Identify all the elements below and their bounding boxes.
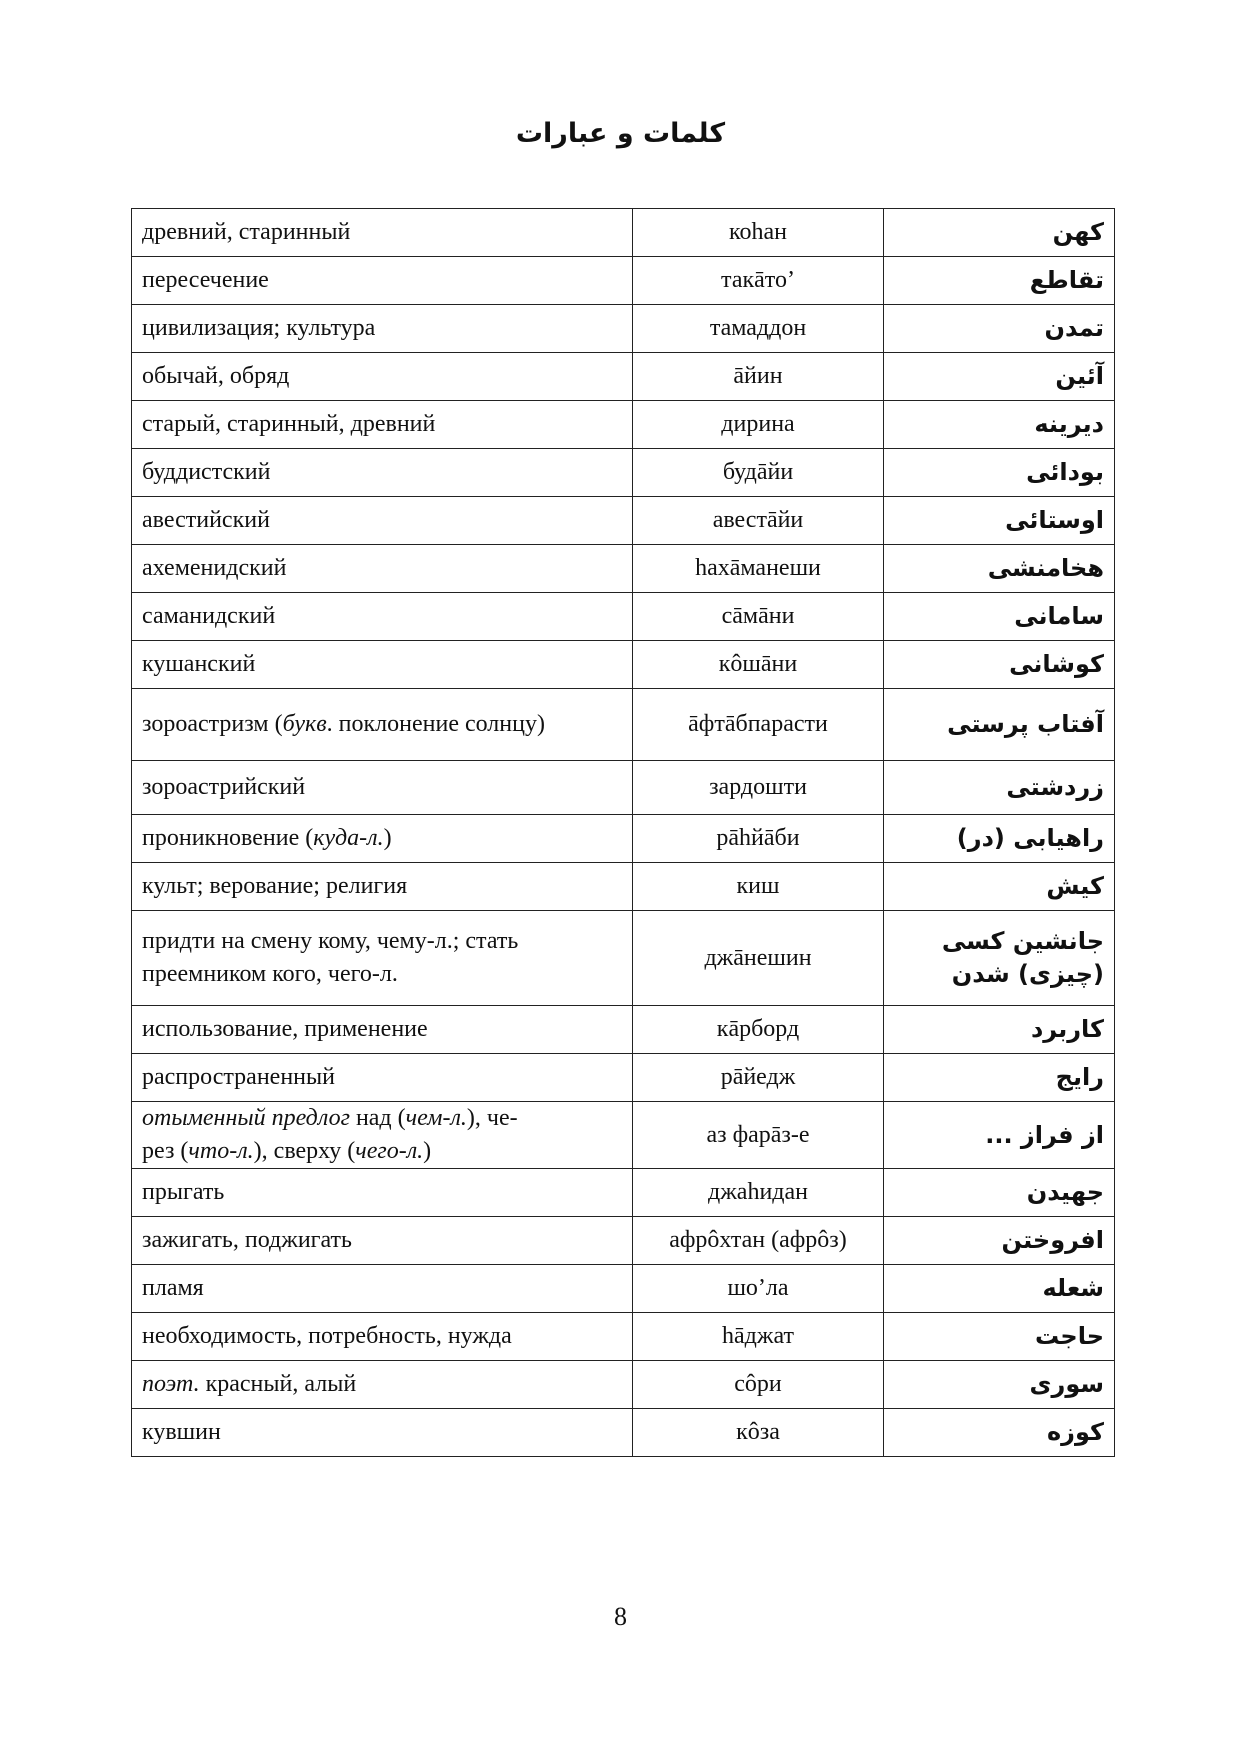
page-title: کلمات و عبارات — [515, 118, 726, 149]
persian-word: کوزه — [884, 1409, 1115, 1457]
vocabulary-table — [131, 208, 1115, 1457]
transcription: кôшāни — [633, 641, 884, 689]
transcription: кāрборд — [633, 1006, 884, 1054]
persian-word: دیرینه — [884, 401, 1115, 449]
abbreviation: чего-л. — [355, 1138, 424, 1164]
russian-meaning: прыгать — [132, 1169, 633, 1217]
russian-meaning: культ; верование; религия — [132, 863, 633, 911]
text-line: преемником кого, чего-л. — [142, 961, 398, 987]
persian-word: سامانی — [884, 593, 1115, 641]
table-row — [132, 1217, 1115, 1265]
table-row — [132, 641, 1115, 689]
table-row — [132, 1265, 1115, 1313]
persian-word: هخامنشی — [884, 545, 1115, 593]
abbreviation: чем-л. — [405, 1105, 467, 1131]
russian-meaning: кувшин — [132, 1409, 633, 1457]
persian-word: بودائی — [884, 449, 1115, 497]
table-row — [132, 1006, 1115, 1054]
text-part: . поклонение солнцу) — [326, 711, 545, 737]
text-part: проникновение ( — [142, 825, 314, 851]
persian-word: از فراز ... — [884, 1102, 1115, 1169]
persian-word: جهیدن — [884, 1169, 1115, 1217]
russian-meaning: древний, старинный — [132, 209, 633, 257]
russian-meaning: старый, старинный, древний — [132, 401, 633, 449]
russian-meaning: ахеменидский — [132, 545, 633, 593]
transcription: дирина — [633, 401, 884, 449]
abbreviation: поэт. — [142, 1371, 200, 1397]
table-row — [132, 815, 1115, 863]
persian-word — [884, 911, 1115, 1006]
persian-word: تمدن — [884, 305, 1115, 353]
persian-word: حاجت — [884, 1313, 1115, 1361]
persian-word: کهن — [884, 209, 1115, 257]
persian-word: تقاطع — [884, 257, 1115, 305]
persian-word: شعله — [884, 1265, 1115, 1313]
russian-meaning: зороастрийский — [132, 761, 633, 815]
table-row — [132, 209, 1115, 257]
text-part: ) — [383, 825, 392, 851]
transcription: такāтоʼ — [633, 257, 884, 305]
persian-word: آفتاب پرستی — [884, 689, 1115, 761]
table-row — [132, 1409, 1115, 1457]
russian-meaning — [132, 689, 633, 761]
persian-word: راهیابی (در) — [884, 815, 1115, 863]
abbreviation: что-л. — [188, 1138, 254, 1164]
page-number: 8 — [614, 1602, 627, 1631]
table-row — [132, 305, 1115, 353]
russian-meaning — [132, 911, 633, 1006]
transcription: кôза — [633, 1409, 884, 1457]
table-row — [132, 1169, 1115, 1217]
persian-word: سوری — [884, 1361, 1115, 1409]
russian-meaning: обычай, обряд — [132, 353, 633, 401]
table-row — [132, 593, 1115, 641]
russian-meaning: пересечение — [132, 257, 633, 305]
russian-meaning: необходимость, потребность, нужда — [132, 1313, 633, 1361]
persian-word: کوشانی — [884, 641, 1115, 689]
table-row — [132, 257, 1115, 305]
text-line: جانشین کسی — [941, 927, 1104, 955]
abbreviation: букв — [282, 711, 327, 737]
russian-meaning: авестийский — [132, 497, 633, 545]
text-part: зороастризм ( — [142, 711, 283, 737]
russian-meaning: буддистский — [132, 449, 633, 497]
transcription: hахāманеши — [633, 545, 884, 593]
text-part: ), че- — [466, 1105, 518, 1131]
russian-meaning: использование, применение — [132, 1006, 633, 1054]
transcription: шоʼла — [633, 1265, 884, 1313]
text-part: красный, алый — [199, 1371, 357, 1397]
abbreviation: отыменный предлог — [142, 1105, 350, 1131]
russian-meaning: саманидский — [132, 593, 633, 641]
table-row — [132, 1054, 1115, 1102]
transcription: тамаддон — [633, 305, 884, 353]
transcription: hāджат — [633, 1313, 884, 1361]
transcription: афрôхтан (афрôз) — [633, 1217, 884, 1265]
table-row — [132, 497, 1115, 545]
abbreviation: куда-л. — [313, 825, 384, 851]
text-line: (چیزی) شدن — [951, 960, 1104, 988]
transcription: āйин — [633, 353, 884, 401]
table-row — [132, 911, 1115, 1006]
russian-meaning: пламя — [132, 1265, 633, 1313]
text-part: ), сверху ( — [253, 1138, 356, 1164]
persian-word: افروختن — [884, 1217, 1115, 1265]
russian-meaning: зажигать, поджигать — [132, 1217, 633, 1265]
transcription: сāмāни — [633, 593, 884, 641]
table-row — [132, 353, 1115, 401]
russian-meaning: кушанский — [132, 641, 633, 689]
persian-word: رایج — [884, 1054, 1115, 1102]
persian-word: زردشتی — [884, 761, 1115, 815]
transcription: джāнешин — [633, 911, 884, 1006]
table-row — [132, 401, 1115, 449]
persian-word: اوستائی — [884, 497, 1115, 545]
text-part: рез ( — [142, 1138, 189, 1164]
transcription: рāhйāби — [633, 815, 884, 863]
transcription: будāйи — [633, 449, 884, 497]
transcription: зардошти — [633, 761, 884, 815]
transcription: рāйедж — [633, 1054, 884, 1102]
persian-word: آئین — [884, 353, 1115, 401]
table-row — [132, 449, 1115, 497]
text-part: над ( — [349, 1105, 406, 1131]
transcription: āфтāбпарасти — [633, 689, 884, 761]
table-row — [132, 761, 1115, 815]
text-part: ) — [423, 1138, 432, 1164]
text-line: придти на смену кому, чему-л.; стать — [142, 928, 519, 954]
persian-word: کاربرد — [884, 1006, 1115, 1054]
transcription: авестāйи — [633, 497, 884, 545]
table-row — [132, 545, 1115, 593]
transcription: коhан — [633, 209, 884, 257]
transcription: аз фарāз-е — [633, 1102, 884, 1169]
table-row — [132, 863, 1115, 911]
russian-meaning — [132, 1102, 633, 1169]
table-row — [132, 689, 1115, 761]
russian-meaning: цивилизация; культура — [132, 305, 633, 353]
table-row — [132, 1361, 1115, 1409]
russian-meaning — [132, 815, 633, 863]
transcription: киш — [633, 863, 884, 911]
transcription: джаhидан — [633, 1169, 884, 1217]
persian-word: کیش — [884, 863, 1115, 911]
russian-meaning: распространенный — [132, 1054, 633, 1102]
table-row — [132, 1102, 1115, 1169]
russian-meaning — [132, 1361, 633, 1409]
transcription: сôри — [633, 1361, 884, 1409]
table-row — [132, 1313, 1115, 1361]
